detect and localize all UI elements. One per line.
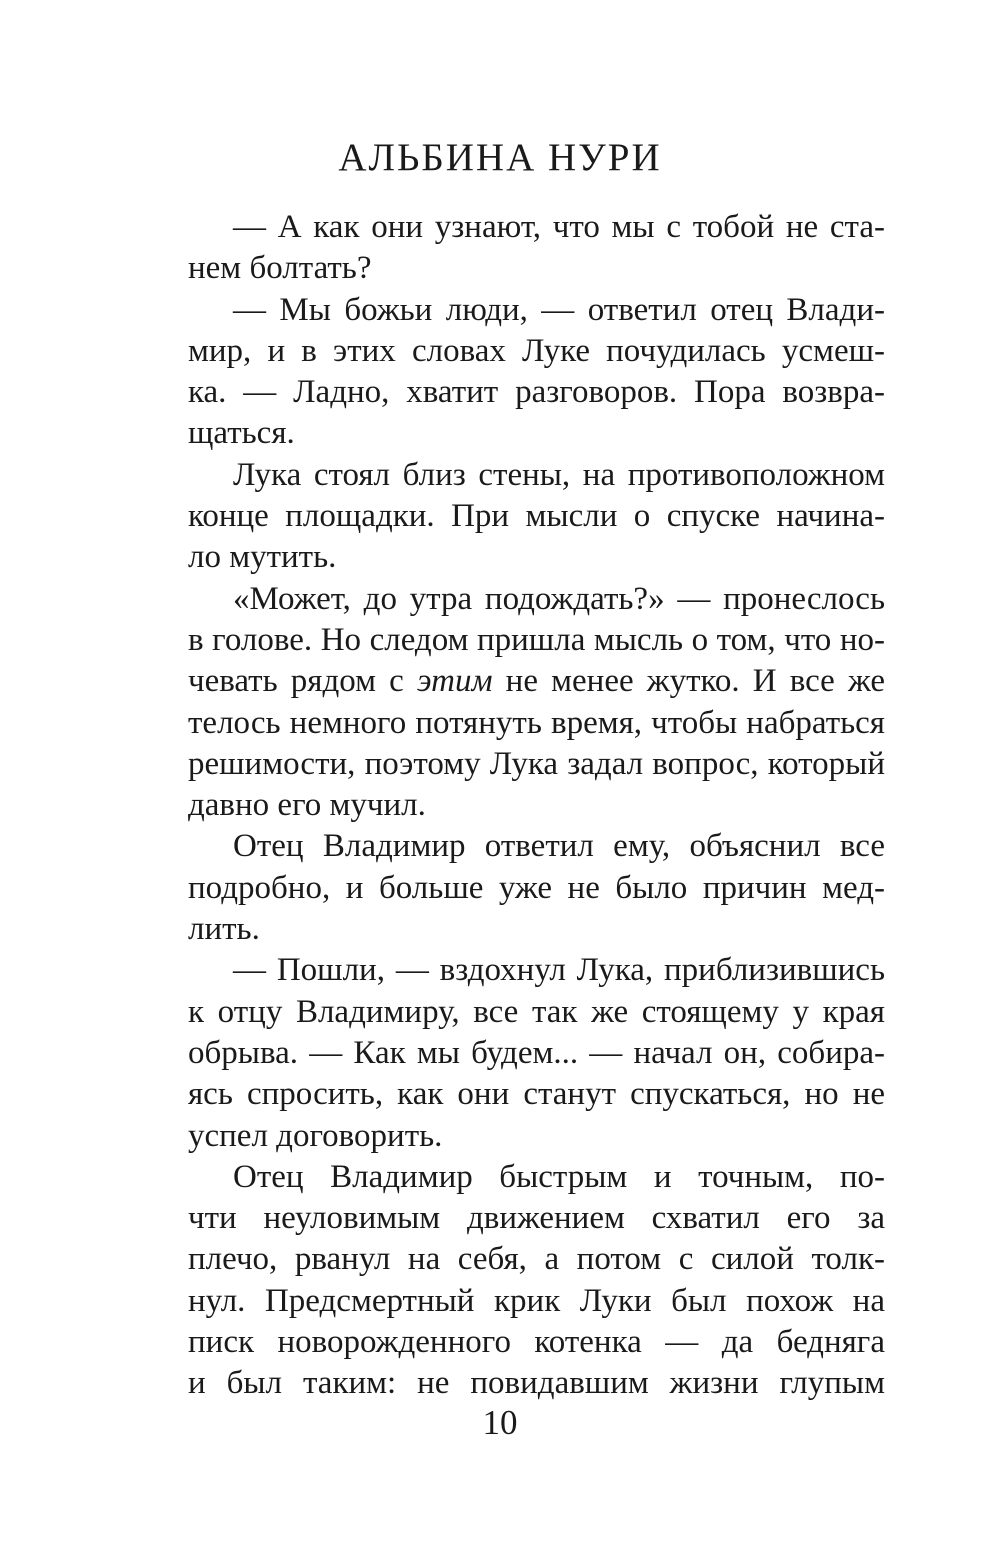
text-line: — Пошли, — вздохнул Лука, приблизившись [233, 952, 885, 989]
text-line: чти неуловимым движением схватил его за [188, 1200, 885, 1237]
text-line: нул. Предсмертный крик Луки был похож на [188, 1282, 885, 1319]
text-line: нем болтать? [188, 250, 372, 287]
text-line: конце площадки. При мысли о спуске начина- [188, 498, 885, 535]
text-line: успел договорить. [188, 1117, 443, 1154]
text-line: ло мутить. [188, 539, 337, 576]
text-line: телось немного потянуть время, чтобы набраться [188, 704, 885, 741]
text-line-with-italic: чевать рядом с этим не менее жутко. И все же [188, 663, 885, 700]
text-line: щаться. [188, 415, 295, 452]
text-line: «Может, до утра подождать?» — пронеслось [233, 580, 885, 617]
text-line: к отцу Владимиру, все так же стоящему у края [188, 993, 885, 1030]
text-line: ка. — Ладно, хватит разговоров. Пора возвра- [188, 374, 885, 411]
text-line: давно его мучил. [188, 787, 426, 824]
text-line: в голове. Но следом пришла мысль о том, что но- [188, 621, 885, 658]
text-line: и был таким: не повидавшим жизни глупым [188, 1365, 885, 1402]
text-line: плечо, рванул на себя, а потом с силой толк- [188, 1241, 885, 1278]
text-line: Отец Владимир ответил ему, объяснил все [233, 828, 885, 865]
text-line: лить. [188, 911, 260, 948]
running-header-author: АЛЬБИНА НУРИ [338, 136, 662, 179]
text-line: подробно, и больше уже не было причин мед- [188, 869, 885, 906]
text-line: Лука стоял близ стены, на противоположном [233, 456, 885, 493]
text-line: мир, и в этих словах Луке почудилась усмеш- [188, 332, 885, 369]
text-line: обрыва. — Как мы будем... — начал он, собира- [188, 1034, 885, 1071]
text-line: решимости, поэтому Лука задал вопрос, который [188, 745, 885, 782]
text-line: писк новорожденного котенка — да бедняга [188, 1324, 885, 1361]
text-line: ясь спросить, как они станут спускаться, но не [188, 1076, 885, 1113]
italic-word: этим [417, 663, 493, 700]
body-text [188, 207, 885, 1405]
text-line: — Мы божьи люди, — ответил отец Влади- [233, 291, 885, 328]
text-line: Отец Владимир быстрым и точным, по- [233, 1158, 885, 1195]
page-number: 10 [482, 1403, 518, 1442]
text-line: — А как они узнают, что мы с тобой не ста- [233, 209, 885, 245]
